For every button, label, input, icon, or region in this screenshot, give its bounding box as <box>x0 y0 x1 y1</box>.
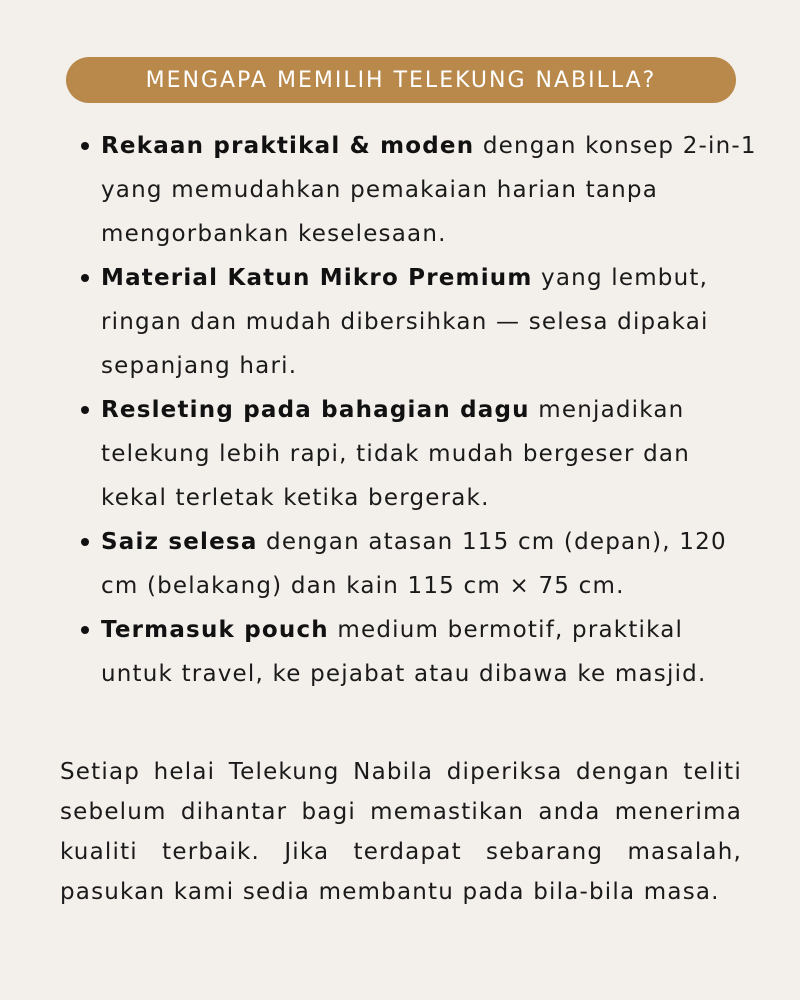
feature-highlight: Rekaan praktikal & moden <box>101 133 475 159</box>
section-header <box>66 57 736 103</box>
closing-paragraph: Setiap helai Telekung Nabila diperiksa dengan teliti sebelum dihantar bagi memastikan anda menerima kualiti terbaik. Jika terdapat sebarang masalah, pasukan kami sedia membantu pada bila-bila masa. <box>60 759 742 905</box>
feature-description: dengan atasan 115 cm (depan), 120 cm (belakang) dan kain 115 cm × 75 cm. <box>101 529 727 599</box>
bullet-icon <box>81 142 89 150</box>
section-title: MENGAPA MEMILIH TELEKUNG NABILLA? <box>145 67 657 93</box>
feature-description: yang lembut, ringan dan mudah dibersihkan — selesa dipakai sepanjang hari. <box>101 265 709 379</box>
feature-highlight: Saiz selesa <box>101 529 258 555</box>
feature-highlight: Resleting pada bahagian dagu <box>101 397 530 423</box>
bullet-icon <box>81 538 89 546</box>
feature-item <box>80 608 760 696</box>
feature-description: medium bermotif, praktikal untuk travel, ke pejabat atau dibawa ke masjid. <box>101 617 707 687</box>
feature-item <box>80 124 760 256</box>
feature-item <box>80 520 760 608</box>
feature-description: dengan konsep 2-in-1 yang memudahkan pemakaian harian tanpa mengorbankan keselesaan. <box>101 133 757 247</box>
bullet-icon <box>81 626 89 634</box>
feature-list <box>80 124 760 696</box>
feature-description: menjadikan telekung lebih rapi, tidak mudah bergeser dan kekal terletak ketika bergerak. <box>101 397 690 511</box>
feature-highlight: Material Katun Mikro Premium <box>101 265 533 291</box>
bullet-icon <box>81 274 89 282</box>
bullet-icon <box>81 406 89 414</box>
feature-highlight: Termasuk pouch <box>101 617 329 643</box>
feature-item <box>80 256 760 388</box>
feature-item <box>80 388 760 520</box>
